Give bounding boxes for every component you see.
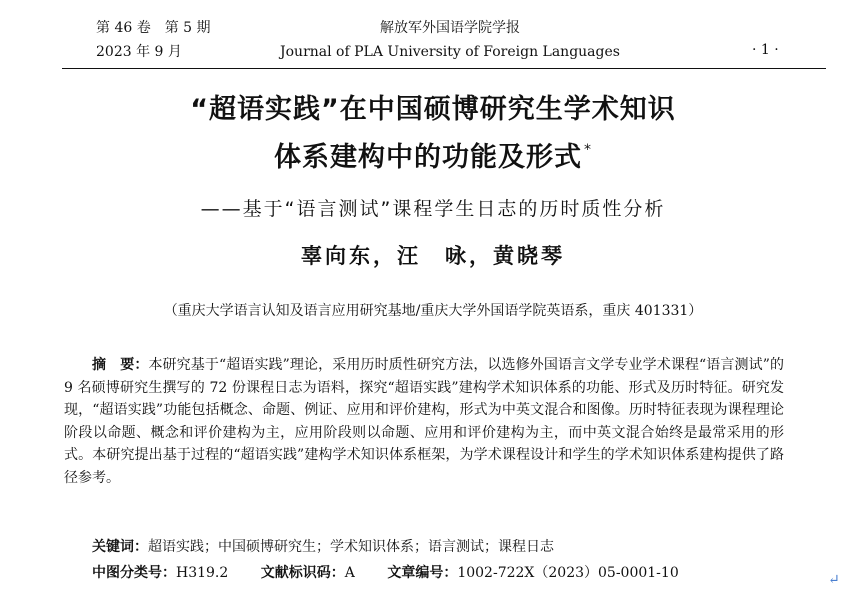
title-line-1: “超语实践”在中国硕博研究生学术知识 [190,94,676,125]
affiliation: （重庆大学语言认知及语言应用研究基地/重庆大学外国语学院英语系，重庆 401331） [163,303,703,319]
keywords-text: 超语实践；中国硕博研究生；学术知识体系；语言测试；课程日志 [148,539,554,555]
article-label: 文章编号： [387,565,458,581]
keywords [92,536,554,556]
abstract-label: 摘 要： [92,357,149,373]
document-code [261,565,355,581]
abstract [64,354,784,490]
paper-title [40,90,826,178]
journal-header [0,12,866,68]
authors: 辜向东，汪 咏，黄晓琴 [301,244,565,268]
abstract-text: 本研究基于“超语实践”理论，采用历时质性研究方法，以选修外国语言文学专业学术课程“语言测试”的 9 名硕博研究生撰写的 72 份课程日志为语料，探究“超语实践”建构学术知识体系的功能、形式及历时特征。研究发现，“超语实践”功能包括概念、命题、例证、应用和评价建构，形式为中英文混合和图像。历时特征表现为课程理论阶段以命题、概念和评价建构为主，应用阶段则以命题、应用和评价建构为主，而中英文混合始终是最常采用的形式。本研究提出基于过程的“超语实践”建构学术知识体系框架，为学术课程设计和学生的学术知识体系建构提供了路径参考。 [64,357,784,486]
article-value: 1002-722X（2023）05-0001-10 [457,565,679,581]
clc-label: 中图分类号： [92,565,176,581]
header-left [96,16,211,64]
issue-date: 2023 年 9 月 [96,44,182,60]
volume-issue: 第 46 卷 第 5 期 [96,20,211,36]
journal-name-en: Journal of PLA University of Foreign Languages [280,44,620,60]
clc-number [92,565,228,581]
article-number [387,565,678,581]
header-center [240,16,660,64]
clc-value: H319.2 [176,565,229,581]
keywords-label: 关键词： [92,539,148,555]
doc-value: A [344,565,355,581]
page-number: · 1 · [752,42,779,58]
title-footnote-marker: * [584,142,592,158]
journal-name-cn: 解放军外国语学院学报 [380,20,520,36]
header-rule [62,68,826,69]
paragraph-return-icon: ↵ [828,572,840,588]
paper-subtitle: ——基于“语言测试”课程学生日志的历时质性分析 [200,198,666,220]
title-line-2 [40,130,826,178]
title-line-2-text: 体系建构中的功能及形式 [274,142,582,173]
doc-label: 文献标识码： [260,565,345,581]
classification-row [92,562,792,582]
